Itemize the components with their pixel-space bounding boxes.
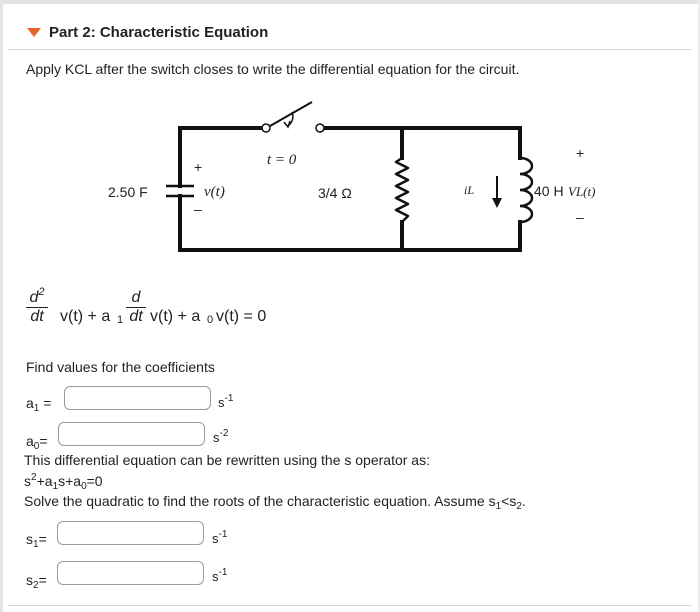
eq-dt-1: dt	[30, 308, 44, 325]
page-top-border	[0, 0, 700, 4]
eq-term1: v(t) + a	[60, 308, 111, 325]
eq-d2: d	[29, 289, 39, 306]
eq-term2: v(t) + a	[150, 308, 201, 325]
a1-unit: $s^{-1}$	[218, 393, 234, 410]
collapse-caret-icon[interactable]	[27, 28, 41, 37]
part-header[interactable]	[27, 22, 268, 42]
coefficients-prompt: Find values for the coefficients	[26, 359, 215, 375]
roots-instruction: Solve the quadratic to find the roots of the characteristic equation. Assume $s_1<s_2$.	[24, 493, 526, 512]
a0-unit: $s^{-2}$	[213, 428, 229, 445]
second-derivative-fraction	[26, 286, 48, 325]
capacitor-minus: –	[194, 201, 202, 217]
s2-input[interactable]	[57, 561, 204, 585]
operator-equation: $s^2+a_1s+a_0=0$	[24, 472, 103, 492]
capacitor-value: 2.50 F	[108, 184, 148, 200]
a0-label: $a_0=$	[26, 433, 48, 452]
eq-d1: d	[131, 289, 141, 306]
inductor-value: 40 H	[534, 183, 564, 199]
eq-dt-2: dt	[129, 308, 143, 325]
a1-input[interactable]	[64, 386, 211, 410]
s2-label: $s_2=$	[26, 572, 47, 591]
bottom-divider	[8, 605, 692, 606]
current-arrow-icon	[492, 176, 502, 208]
inductor-minus: –	[576, 209, 584, 225]
eq-d2-exp: 2	[38, 286, 45, 298]
capacitor-voltage-label: v(t)	[204, 184, 225, 200]
a1-label: $a_1$ =	[26, 395, 52, 414]
eq-a1-sub: 1	[117, 314, 124, 326]
s1-unit: $s^{-1}$	[212, 529, 228, 546]
inductor-voltage-label: VL(t)	[568, 184, 596, 199]
header-divider	[8, 49, 692, 50]
switch-symbol	[262, 102, 324, 132]
inductor-symbol	[520, 158, 532, 222]
switch-label: t = 0	[267, 152, 297, 168]
circuit-diagram	[100, 92, 610, 262]
page-left-border	[0, 0, 3, 612]
inductor-plus: +	[576, 145, 585, 161]
resistor-value: 3/4 Ω	[318, 185, 352, 201]
a0-input[interactable]	[58, 422, 205, 446]
s2-unit: $s^{-1}$	[212, 567, 228, 584]
resistor-symbol	[396, 158, 408, 222]
s1-input[interactable]	[57, 521, 204, 545]
differential-equation	[26, 286, 356, 340]
instruction-text: Apply KCL after the switch closes to write the differential equation for the circuit.	[26, 61, 520, 77]
capacitor-plus: +	[194, 159, 203, 175]
s1-label: $s_1=$	[26, 531, 47, 550]
operator-text: This differential equation can be rewritten using the s operator as:	[24, 452, 430, 468]
first-derivative-fraction	[126, 290, 146, 325]
current-label: iL	[464, 183, 475, 197]
eq-term3: v(t) = 0	[216, 308, 267, 325]
eq-a0-sub: 0	[207, 314, 214, 326]
part-title: Part 2: Characteristic Equation	[49, 23, 269, 41]
